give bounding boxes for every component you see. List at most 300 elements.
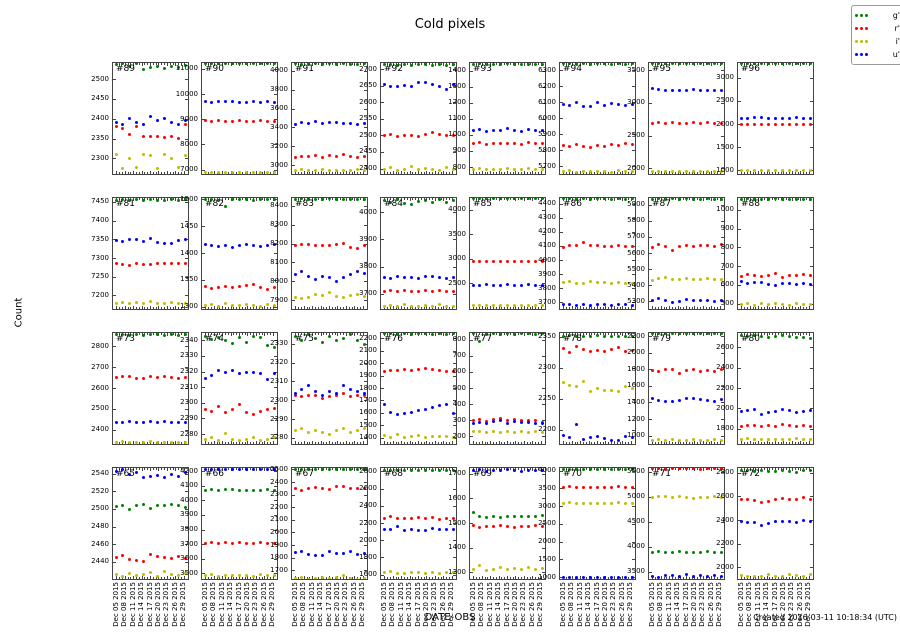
tick-mark (542, 548, 545, 549)
tick-mark (122, 172, 123, 174)
tick-mark (346, 198, 347, 201)
data-point-g (499, 516, 502, 519)
y-tick-label: 2320 (180, 367, 198, 376)
data-point-u (156, 474, 159, 477)
data-point-g (596, 197, 599, 200)
x-tick-label: Dec 11 2015 (128, 582, 137, 627)
data-point-u (596, 101, 599, 104)
tick-mark (806, 333, 807, 335)
tick-mark (586, 468, 587, 470)
data-point-i (389, 436, 392, 439)
y-tick-label: 1400 (180, 248, 198, 257)
tick-mark (292, 558, 295, 559)
subplot-title: #90 (205, 64, 224, 74)
data-point-u (692, 88, 695, 91)
tick-mark (360, 307, 361, 309)
y-tick-label: 3900 (538, 269, 556, 278)
tick-mark (594, 307, 595, 309)
data-point-g (788, 335, 791, 338)
data-point-i (631, 502, 634, 505)
tick-mark (332, 63, 333, 65)
tick-mark (786, 172, 787, 174)
tick-mark (786, 442, 787, 444)
data-point-g (115, 505, 118, 508)
data-point-u (424, 408, 427, 411)
tick-mark (401, 306, 402, 309)
tick-mark (810, 101, 813, 102)
data-point-u (589, 304, 592, 307)
x-tick-label: Dec 08 2015 (656, 582, 665, 627)
tick-mark (493, 307, 494, 309)
data-point-g (774, 335, 777, 338)
tick-mark (438, 442, 439, 444)
y-tick-label: 1800 (716, 424, 734, 433)
data-point-u (664, 89, 667, 92)
tick-mark (292, 300, 295, 301)
y-tick-label: 7900 (270, 295, 288, 304)
data-point-u (396, 413, 399, 416)
tick-mark (717, 442, 718, 444)
data-point-i (651, 279, 654, 282)
tick-mark (786, 333, 787, 335)
tick-mark (202, 515, 205, 516)
data-point-g (760, 62, 763, 65)
tick-mark (560, 524, 563, 525)
data-point-r (678, 122, 681, 125)
tick-mark (658, 307, 659, 309)
tick-mark (384, 171, 385, 174)
y-tick-label: 6100 (538, 97, 556, 106)
tick-mark (202, 418, 205, 419)
tick-mark (304, 441, 305, 444)
data-point-u (231, 369, 234, 372)
data-point-i (664, 276, 667, 279)
data-point-i (781, 303, 784, 306)
tick-mark (499, 576, 500, 579)
tick-mark (769, 577, 770, 579)
y-tick-label: 2700 (91, 362, 109, 371)
data-point-i (699, 278, 702, 281)
y-tick-label: 2300 (180, 398, 198, 407)
data-point-i (774, 438, 777, 441)
tick-mark (738, 388, 741, 389)
data-point-r (513, 142, 516, 145)
tick-mark (214, 171, 215, 174)
tick-mark (470, 87, 473, 88)
data-point-u (238, 101, 241, 104)
data-point-r (603, 145, 606, 148)
data-point-u (582, 105, 585, 108)
x-tick-label: Dec 05 2015 (200, 582, 209, 627)
data-point-u (788, 117, 791, 120)
data-point-r (231, 408, 234, 411)
data-point-r (499, 142, 502, 145)
data-point-u (142, 421, 145, 424)
tick-mark (301, 172, 302, 174)
tick-mark (113, 367, 116, 368)
data-point-i (562, 381, 565, 384)
data-point-r (149, 135, 152, 138)
data-point-g (485, 516, 488, 519)
tick-mark (470, 151, 473, 152)
data-point-g (356, 198, 359, 201)
data-point-g (610, 335, 613, 338)
data-point-r (217, 542, 220, 545)
x-tick-label: Dec 08 2015 (120, 582, 129, 627)
y-tick-label: 2540 (91, 469, 109, 478)
data-point-i (224, 302, 227, 305)
tick-mark (600, 172, 601, 174)
data-point-r (671, 121, 674, 124)
data-point-i (121, 167, 124, 170)
data-point-i (706, 439, 709, 442)
tick-mark (181, 577, 182, 579)
data-point-u (657, 88, 660, 91)
y-tick-label: 3500 (448, 229, 466, 238)
data-point-u (142, 123, 145, 126)
tick-mark (264, 576, 265, 579)
tick-mark (490, 441, 491, 444)
tick-mark (758, 306, 759, 309)
tick-mark (675, 468, 676, 470)
data-point-r (610, 486, 613, 489)
tick-mark (256, 468, 257, 471)
tick-mark (438, 172, 439, 174)
data-point-i (472, 304, 475, 307)
data-point-i (321, 576, 324, 579)
tick-mark (744, 577, 745, 579)
data-point-i (699, 439, 702, 442)
tick-mark (332, 577, 333, 579)
data-point-g (671, 197, 674, 200)
data-point-i (424, 572, 427, 575)
data-point-g (527, 515, 530, 518)
data-point-i (238, 304, 241, 307)
tick-mark (309, 172, 310, 174)
data-point-r (664, 368, 667, 371)
data-point-g (417, 469, 420, 472)
tick-mark (323, 172, 324, 174)
data-point-r (217, 286, 220, 289)
data-point-i (781, 438, 784, 441)
tick-mark (541, 441, 542, 444)
tick-mark (586, 172, 587, 174)
tick-mark (304, 171, 305, 174)
data-point-g (781, 62, 784, 65)
data-point-r (177, 377, 180, 380)
data-point-u (478, 284, 481, 287)
data-point-i (342, 296, 345, 299)
tick-mark (717, 307, 718, 309)
data-point-r (562, 246, 565, 249)
y-tick-label: 4000 (180, 495, 198, 504)
data-point-u (774, 410, 777, 413)
data-point-i (685, 439, 688, 442)
tick-mark (675, 198, 676, 200)
data-point-r (795, 498, 798, 501)
data-point-u (651, 575, 654, 578)
tick-mark (407, 333, 408, 335)
data-point-r (774, 272, 777, 275)
data-point-i (294, 296, 297, 299)
tick-mark (470, 210, 473, 211)
tick-mark (496, 198, 497, 200)
data-point-i (575, 385, 578, 388)
data-point-g (499, 333, 502, 336)
data-point-i (142, 302, 145, 305)
y-tick-label: 6200 (538, 81, 556, 90)
data-point-u (328, 121, 331, 124)
y-tick-label: 1700 (270, 565, 288, 574)
y-tick-label: 7400 (91, 216, 109, 225)
data-point-r (767, 123, 770, 126)
data-point-r (753, 424, 756, 427)
tick-mark (349, 307, 350, 309)
y-tick-label: 2000 (716, 562, 734, 571)
data-point-i (575, 282, 578, 285)
tick-mark (208, 442, 209, 444)
tick-mark (675, 63, 676, 65)
tick-mark (136, 577, 137, 579)
data-point-r (781, 497, 784, 500)
tick-mark (185, 346, 188, 347)
tick-mark (318, 198, 319, 200)
tick-mark (139, 198, 140, 200)
tick-mark (233, 577, 234, 579)
tick-mark (292, 146, 295, 147)
data-point-i (307, 296, 310, 299)
subplot-88 (737, 197, 814, 310)
data-point-i (699, 496, 702, 499)
y-tick-label: 2310 (180, 382, 198, 391)
data-point-u (562, 303, 565, 306)
subplot-title: #89 (116, 64, 135, 74)
x-tick-label: Dec 23 2015 (698, 582, 707, 627)
tick-mark (202, 559, 205, 560)
data-point-i (245, 438, 248, 441)
tick-mark (566, 577, 567, 579)
x-tick-label: Dec 17 2015 (324, 582, 333, 627)
tick-mark (156, 172, 157, 174)
y-tick-label: 1500 (359, 420, 377, 429)
tick-mark (292, 381, 295, 382)
tick-mark (575, 307, 576, 309)
x-tick-label: Dec 26 2015 (259, 582, 268, 627)
data-point-i (568, 501, 571, 504)
tick-mark (443, 576, 444, 579)
tick-mark (429, 442, 430, 444)
data-point-r (651, 246, 654, 249)
y-tick-label: 2600 (91, 383, 109, 392)
y-tick-label: 2290 (180, 413, 198, 422)
tick-mark (262, 577, 263, 579)
data-point-i (802, 169, 805, 172)
tick-mark (810, 247, 813, 248)
data-point-u (657, 399, 660, 402)
data-point-u (781, 282, 784, 285)
tick-mark (364, 225, 367, 226)
data-point-u (424, 81, 427, 84)
tick-mark (202, 403, 205, 404)
data-point-u (149, 420, 152, 423)
tick-mark (407, 307, 408, 309)
data-point-r (740, 425, 743, 428)
tick-mark (225, 198, 226, 200)
tick-mark (222, 441, 223, 444)
tick-mark (150, 171, 151, 174)
data-point-r (692, 368, 695, 371)
tick-mark (167, 441, 168, 444)
tick-mark (510, 333, 511, 335)
data-point-r (417, 368, 420, 371)
data-point-u (431, 527, 434, 530)
x-tick-label: Dec 05 2015 (736, 582, 745, 627)
data-point-r (624, 486, 627, 489)
data-point-r (809, 123, 812, 126)
data-point-r (238, 285, 241, 288)
tick-mark (649, 136, 652, 137)
data-point-i (753, 438, 756, 441)
data-point-u (767, 411, 770, 414)
tick-mark (332, 307, 333, 309)
tick-mark (147, 468, 148, 470)
data-point-i (692, 170, 695, 173)
data-point-u (485, 422, 488, 425)
data-point-g (513, 515, 516, 518)
tick-mark (354, 306, 355, 309)
tick-mark (150, 306, 151, 309)
data-point-r (128, 133, 131, 136)
data-point-u (753, 116, 756, 119)
data-point-g (582, 197, 585, 200)
tick-mark (697, 172, 698, 174)
tick-mark (298, 307, 299, 309)
data-point-u (363, 392, 366, 395)
data-point-u (795, 411, 798, 414)
tick-mark (228, 468, 229, 470)
data-point-g (699, 62, 702, 65)
tick-mark (649, 253, 652, 254)
tick-mark (158, 171, 159, 174)
tick-mark (161, 577, 162, 579)
tick-mark (404, 577, 405, 579)
data-point-r (610, 143, 613, 146)
y-tick-label: 3000 (448, 254, 466, 262)
data-point-r (809, 498, 812, 501)
tick-mark (326, 307, 327, 309)
tick-mark (139, 468, 140, 470)
tick-mark (470, 572, 473, 573)
tick-mark (381, 506, 384, 507)
tick-mark (424, 172, 425, 174)
tick-mark (764, 198, 765, 200)
data-point-r (403, 134, 406, 137)
y-tick-label: 1500 (448, 518, 466, 527)
data-point-i (149, 154, 152, 157)
tick-mark (270, 172, 271, 174)
data-point-r (657, 370, 660, 373)
tick-mark (560, 218, 563, 219)
data-point-i (788, 304, 791, 307)
data-point-u (342, 122, 345, 125)
data-point-r (596, 244, 599, 247)
tick-mark (632, 118, 635, 119)
tick-mark (384, 576, 385, 579)
tick-mark (649, 103, 652, 104)
tick-mark (632, 86, 635, 87)
tick-mark (628, 172, 629, 174)
tick-mark (119, 172, 120, 174)
data-point-u (231, 246, 234, 249)
legend-entry-u (855, 48, 900, 61)
data-point-r (396, 290, 399, 293)
data-point-r (562, 347, 565, 350)
data-point-g (238, 198, 241, 201)
data-point-i (294, 577, 297, 580)
tick-mark (560, 232, 563, 233)
tick-mark (315, 172, 316, 174)
tick-mark (669, 306, 670, 309)
tick-mark (661, 306, 662, 309)
tick-mark (270, 307, 271, 309)
tick-mark (360, 198, 361, 200)
data-point-g (760, 469, 763, 472)
tick-mark (208, 172, 209, 174)
data-point-g (713, 551, 716, 554)
data-point-r (273, 407, 276, 410)
tick-mark (470, 135, 473, 136)
data-point-g (774, 470, 777, 473)
tick-mark (270, 198, 271, 200)
y-tick-label: 2700 (359, 64, 377, 73)
y-tick-label: 2250 (538, 394, 556, 403)
data-point-i (624, 502, 627, 505)
tick-mark (750, 171, 751, 174)
data-point-r (781, 423, 784, 426)
tick-mark (332, 333, 333, 335)
data-point-i (596, 387, 599, 390)
tick-mark (164, 63, 165, 65)
data-point-g (321, 341, 324, 344)
y-tick-label: 3000 (538, 501, 556, 510)
tick-mark (139, 577, 140, 579)
data-point-i (224, 171, 227, 174)
tick-mark (521, 172, 522, 174)
tick-mark (219, 442, 220, 444)
y-tick-label: 5900 (627, 200, 645, 209)
data-point-g (342, 337, 345, 340)
data-point-r (781, 276, 784, 279)
data-point-i (204, 304, 207, 307)
subplot-title: #70 (563, 469, 582, 479)
tick-mark (113, 527, 116, 528)
tick-mark (764, 577, 765, 579)
y-tick-label: 7350 (91, 234, 109, 243)
tick-mark (384, 441, 385, 444)
tick-mark (256, 441, 257, 444)
data-point-r (142, 135, 145, 138)
tick-mark (225, 333, 226, 335)
x-tick-label: Dec 29 2015 (715, 582, 724, 627)
data-point-u (383, 276, 386, 279)
x-tick-label: Dec 26 2015 (349, 582, 358, 627)
y-tick-label: 2000 (716, 403, 734, 412)
tick-mark (532, 171, 533, 174)
data-point-g (349, 198, 352, 201)
data-point-u (740, 117, 743, 120)
y-tick-label: 500 (720, 299, 734, 308)
tick-mark (470, 436, 473, 437)
